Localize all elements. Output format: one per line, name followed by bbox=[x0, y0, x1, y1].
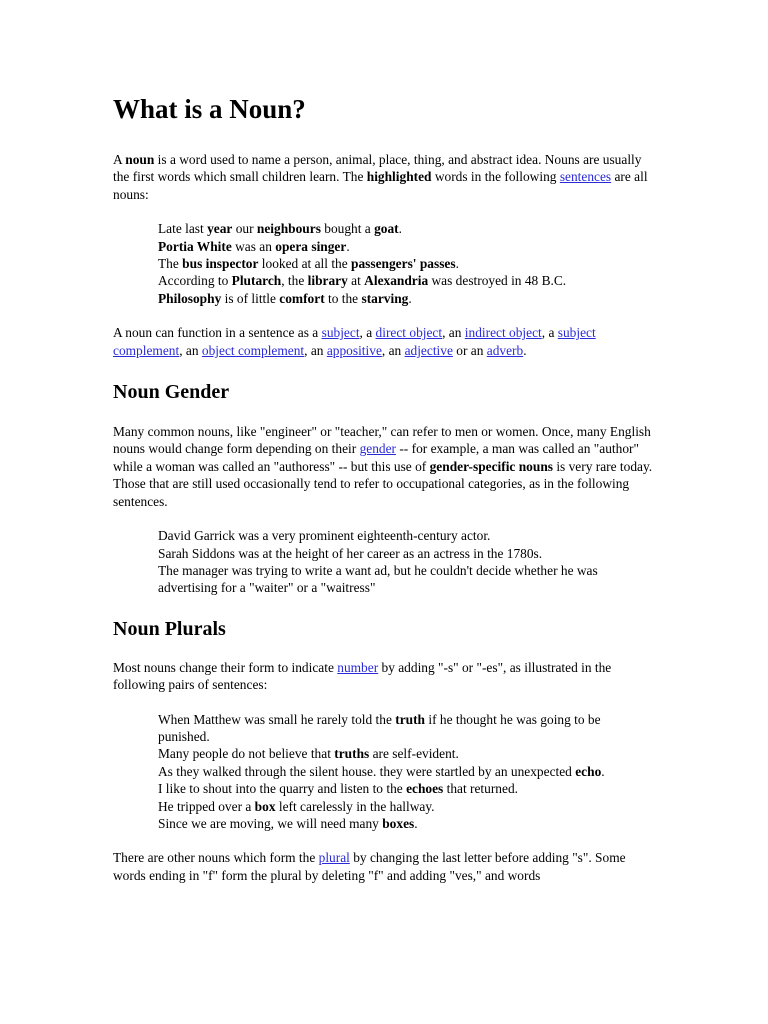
link-appositive[interactable]: appositive bbox=[326, 342, 382, 358]
text: or an bbox=[452, 342, 487, 358]
text: As they walked through the silent house. they were startled by an unexpected bbox=[158, 763, 576, 779]
example-line bbox=[158, 255, 653, 272]
text: was destroyed in 48 B.C. bbox=[428, 273, 567, 289]
text: by changing the last letter before adding "s". Some words ending in "f" form the plural by deleting "f" and adding "ves," and words bbox=[113, 850, 626, 883]
text: to the bbox=[324, 290, 362, 306]
text: are self-evident. bbox=[369, 746, 459, 762]
link-adverb[interactable]: adverb bbox=[486, 342, 524, 358]
link-number[interactable]: number bbox=[337, 659, 379, 675]
text: When Matthew was small he rarely told the bbox=[158, 711, 396, 727]
example-line bbox=[158, 780, 653, 797]
heading-noun-gender: Noun Gender bbox=[113, 381, 230, 404]
bold-term: highlighted bbox=[366, 169, 432, 185]
bold-term: neighbours bbox=[256, 221, 321, 237]
text: Many people do not believe that bbox=[158, 746, 335, 762]
text: , an bbox=[179, 342, 202, 358]
gender-paragraph bbox=[113, 423, 653, 510]
text: . bbox=[455, 256, 459, 272]
bold-term: Alexandria bbox=[364, 273, 429, 289]
examples-list-gender bbox=[158, 527, 653, 597]
text: looked at all the bbox=[258, 256, 352, 272]
example-line bbox=[158, 220, 653, 237]
text: I like to shout into the quarry and listen to the bbox=[158, 781, 407, 797]
plurals-paragraph bbox=[113, 659, 653, 694]
plural-forms-paragraph bbox=[113, 849, 653, 884]
bold-term: truth bbox=[395, 711, 426, 727]
link-subject-complement[interactable]: subject complement bbox=[113, 325, 596, 358]
text: . bbox=[398, 221, 402, 237]
text: . bbox=[601, 763, 605, 779]
bold-term: bus inspector bbox=[182, 256, 259, 272]
bold-term: truths bbox=[334, 746, 370, 762]
bold-term: boxes bbox=[382, 815, 415, 831]
heading-noun-plurals: Noun Plurals bbox=[113, 617, 226, 640]
text: According to bbox=[158, 273, 232, 289]
text: is a word used to name a person, animal, place, thing, and abstract idea. Nouns are usually the first words which small children learn. The bbox=[113, 152, 642, 185]
text: . bbox=[346, 238, 350, 254]
text: , a bbox=[359, 325, 376, 341]
example-line bbox=[158, 238, 653, 255]
examples-list-plurals bbox=[158, 711, 653, 833]
intro-paragraph bbox=[113, 151, 653, 203]
page-title: What is a Noun? bbox=[113, 94, 306, 124]
text: Since we are moving, we will need many bbox=[158, 815, 383, 831]
text: . bbox=[523, 342, 527, 358]
example-line bbox=[158, 290, 653, 307]
text: There are other nouns which form the bbox=[113, 850, 319, 866]
bold-term: comfort bbox=[279, 290, 325, 306]
example-line bbox=[158, 763, 653, 780]
text: that returned. bbox=[443, 781, 518, 797]
examples-list-nouns bbox=[158, 220, 653, 307]
text: A bbox=[113, 152, 126, 167]
text: . bbox=[414, 815, 418, 831]
example-line bbox=[158, 711, 653, 746]
text: is very rare today. Those that are still used occasionally tend to refer to occupational categories, as in the following sentences. bbox=[113, 458, 653, 509]
bold-term: Philosophy bbox=[158, 290, 222, 306]
text: are all nouns: bbox=[113, 169, 648, 202]
bold-term: opera singer bbox=[275, 238, 347, 254]
example-line bbox=[158, 272, 653, 289]
text: , a bbox=[541, 325, 558, 341]
text: Many common nouns, like "engineer" or "teacher," can refer to men or women. Once, many English nouns would change form depending on their bbox=[113, 424, 651, 457]
bold-term: passengers' passes bbox=[351, 256, 456, 272]
example-line: Sarah Siddons was at the height of her career as an actress in the 1780s. bbox=[158, 545, 543, 561]
document-page bbox=[113, 92, 653, 884]
bold-term: noun bbox=[125, 152, 155, 167]
bold-term: goat bbox=[374, 221, 399, 237]
text: , an bbox=[304, 342, 327, 358]
link-object-complement[interactable]: object complement bbox=[201, 342, 305, 358]
functions-paragraph bbox=[113, 324, 653, 359]
text: The bbox=[158, 256, 183, 272]
link-direct-object[interactable]: direct object bbox=[375, 325, 443, 341]
text: if he thought he was going to be punished. bbox=[158, 711, 601, 744]
link-indirect-object[interactable]: indirect object bbox=[464, 325, 542, 341]
link-plural[interactable]: plural bbox=[318, 850, 350, 866]
bold-term: Plutarch bbox=[231, 273, 282, 289]
example-line: The manager was trying to write a want ad, but he couldn't decide whether he was advertising for a "waiter" or a "waitress" bbox=[158, 562, 598, 596]
bold-term: year bbox=[207, 221, 233, 237]
text: Most nouns change their form to indicate bbox=[113, 659, 338, 675]
link-subject[interactable]: subject bbox=[321, 325, 360, 341]
text: Late last bbox=[158, 221, 208, 237]
text: , an bbox=[442, 325, 465, 341]
text: by adding "-s" or "-es", as illustrated in the following pairs of sentences: bbox=[113, 659, 612, 693]
bold-term: starving bbox=[361, 290, 409, 306]
link-sentences[interactable]: sentences bbox=[559, 169, 612, 185]
link-adjective[interactable]: adjective bbox=[404, 342, 453, 358]
text: -- for example, a man was called an "author" while a woman was called an "authoress" -- but this use of bbox=[113, 441, 639, 474]
example-line bbox=[158, 798, 653, 815]
text: at bbox=[347, 273, 365, 289]
bold-term: library bbox=[307, 273, 348, 289]
text: He tripped over a bbox=[158, 798, 255, 814]
example-line bbox=[158, 745, 653, 762]
text: A noun can function in a sentence as a bbox=[113, 325, 322, 341]
text: was an bbox=[231, 238, 276, 254]
text: is of little bbox=[221, 290, 280, 306]
text: bought a bbox=[320, 221, 375, 237]
bold-term: echoes bbox=[406, 781, 444, 797]
bold-term: box bbox=[254, 798, 276, 814]
bold-term: Portia White bbox=[158, 238, 232, 254]
text: left carelessly in the hallway. bbox=[275, 798, 435, 814]
bold-term: gender-specific nouns bbox=[429, 458, 553, 474]
text: , an bbox=[381, 342, 405, 358]
example-line: David Garrick was a very prominent eighteenth-century actor. bbox=[158, 528, 491, 544]
text: , the bbox=[281, 273, 308, 289]
example-line bbox=[158, 815, 653, 832]
bold-term: echo bbox=[575, 763, 602, 779]
text: our bbox=[232, 221, 257, 237]
link-gender[interactable]: gender bbox=[359, 441, 396, 457]
text: . bbox=[408, 290, 412, 306]
text: words in the following bbox=[431, 169, 560, 185]
